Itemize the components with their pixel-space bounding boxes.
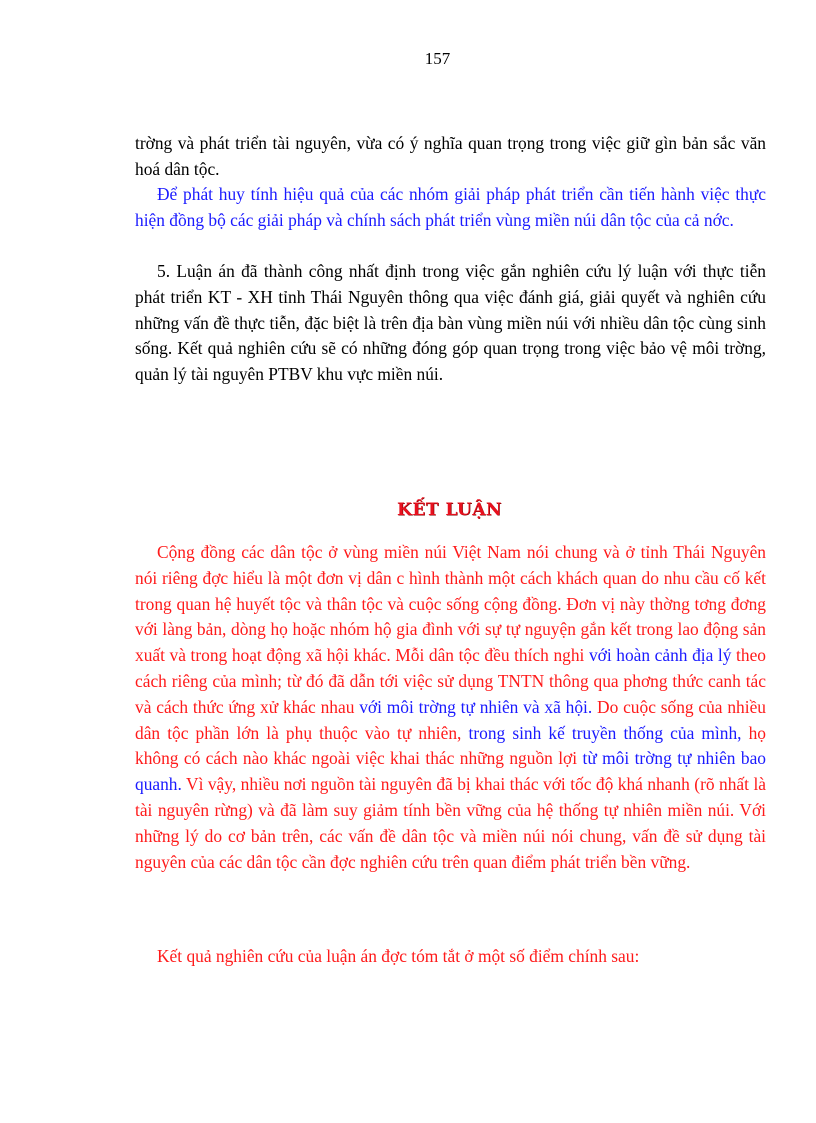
conclusion-highlight-segment: trong sinh kế truyền thống của mình,	[468, 722, 742, 743]
conclusion-text-segment: Do cuộc sống của nhiều dân tộc phần lớn là phụ thuộc vào tự nhiên,	[135, 696, 766, 743]
conclusion-text-segment: theo cách riêng của mình; từ đó đã dẫn tới việc sử dụng TNTN thông qua phơng thức canh tác và cách thức ứng xử khác nhau	[135, 645, 766, 717]
page-number: 157	[424, 49, 451, 68]
conclusion-highlight-segment: từ môi trờng tự nhiên bao quanh.	[135, 748, 767, 795]
paragraph-point-5: 5. Luận án đã thành công nhất định trong việc gắn nghiên cứu lý luận với thực tiễn phát triển KT - XH tỉnh Thái Nguyên thông qua việc đánh giá, giải quyết và nghiên cứu những vấn đề thực tiễn, đặc biệt là trên địa bàn vùng miền núi với nhiều dân tộc cùng sinh sống. Kết quả nghiên cứu sẽ có những đóng góp quan trọng trong việc bảo vệ môi trờng, quản lý tài nguyên PTBV khu vực miền núi.	[135, 261, 766, 385]
conclusion-text-segment: Cộng đồng các dân tộc ở vùng miền núi Việt Nam nói chung và ở tỉnh Thái Nguyên nói riêng đợc hiểu là một đơn vị dân c hình thành một cách khách quan do nhu cầu cố kết trong quan hệ huyết tộc và thân tộc và cuộc sống cộng đồng. Đơn vị này thờng tơng đơng với làng bản, dòng họ hoặc nhóm hộ gia đình với sự tự nguyện gắn kết trong lao động sản xuất và trong hoạt động xã hội khác. Mỗi dân tộc đều thích nghi	[135, 542, 766, 666]
conclusion-heading: KẾT LUẬN	[397, 500, 502, 520]
conclusion-text-segment: họ không có cách nào khác ngoài việc khai thác những nguồn lợi	[135, 722, 766, 769]
paragraph-solution-groups: Để phát huy tính hiệu quả của các nhóm giải pháp phát triển cần tiến hành việc thực hiện đồng bộ các giải pháp và chính sách phát triển vùng miền núi dân tộc của cả nớc.	[135, 184, 766, 230]
paragraph-results-summary: Kết quả nghiên cứu của luận án đợc tóm tắt ở một số điểm chính sau:	[157, 946, 640, 966]
paragraph-conclusion-body	[135, 540, 766, 875]
conclusion-text-segment: Vì vậy, nhiều nơi nguồn tài nguyên đã bị khai thác với tốc độ khá nhanh (rõ nhất là tài nguyên rừng) và đã làm suy giảm tính bền vững của hệ thống tự nhiên miền núi. Với những lý do cơ bản trên, các vấn đề dân tộc và miền núi nói chung, vấn đề sử dụng tài nguyên của các dân tộc cần đợc nghiên cứu trên quan điểm phát triển bền vững.	[135, 774, 766, 872]
conclusion-highlight-segment: với môi trờng tự nhiên và xã hội.	[359, 696, 593, 717]
paragraph-environment-continuation: trờng và phát triển tài nguyên, vừa có ý nghĩa quan trọng trong việc giữ gìn bản sắc văn hoá dân tộc.	[135, 133, 766, 179]
conclusion-highlight-segment: với hoàn cảnh địa lý	[588, 645, 732, 666]
